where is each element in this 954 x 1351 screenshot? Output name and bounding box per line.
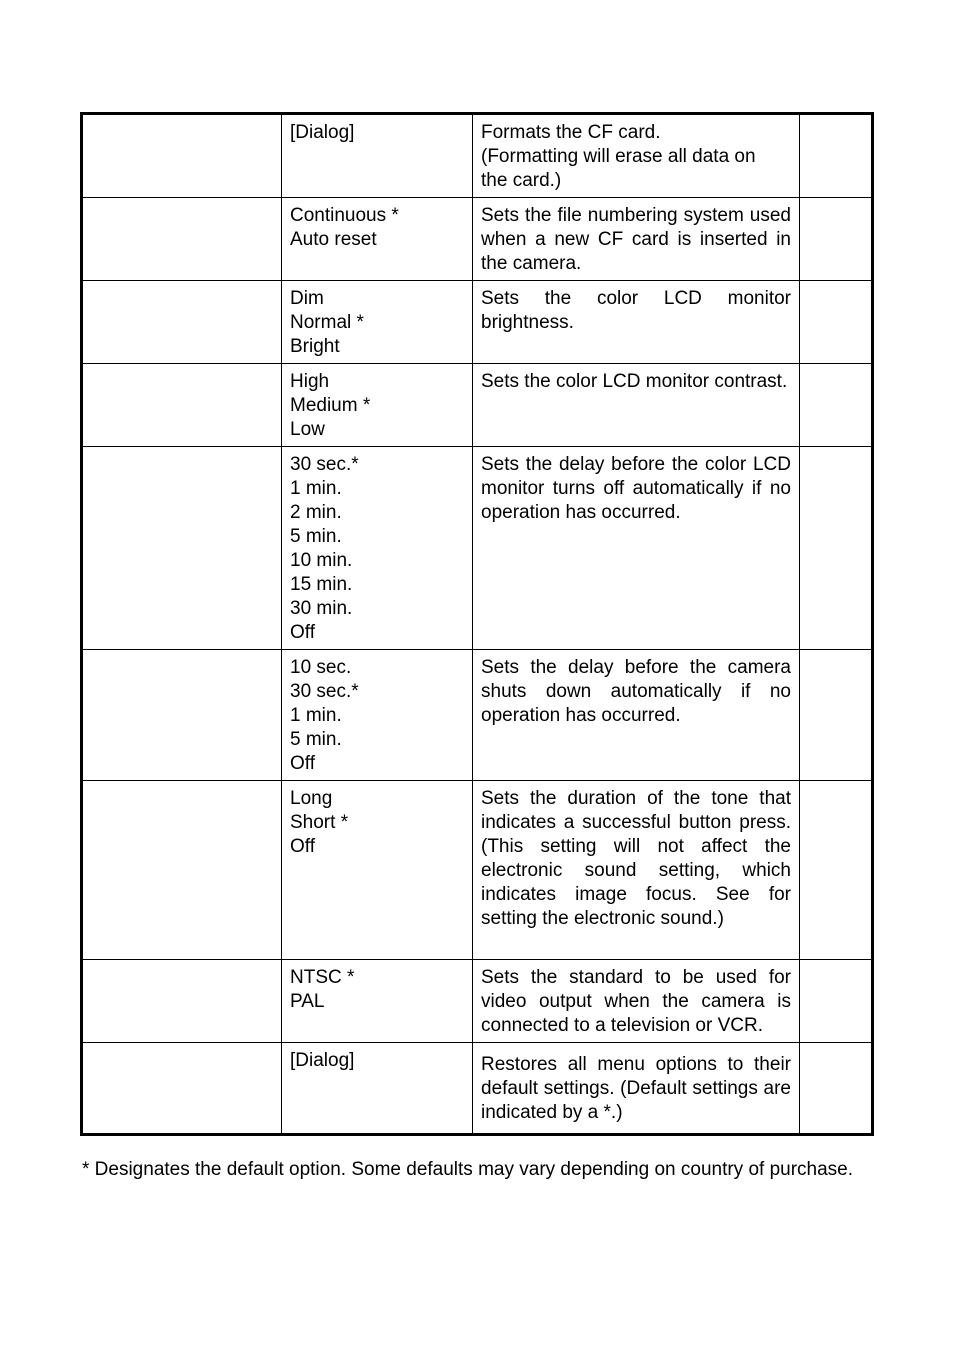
option-value: Auto reset [290, 229, 377, 250]
option-value: Dim [290, 288, 324, 309]
option-value: Off [290, 753, 315, 774]
option-value: Low [290, 419, 325, 440]
table-row [82, 364, 873, 447]
option-value: Off [290, 836, 315, 857]
table-row [82, 960, 873, 1043]
page-ref-cell [800, 364, 873, 447]
page-ref-cell [800, 650, 873, 781]
options-cell [282, 447, 473, 650]
description-cell: Sets the file numbering system used when a new CF card is inserted in the camera. [473, 198, 800, 281]
description-cell: Sets the duration of the tone that indicates a successful button press. (This setting will not affect the electronic sound setting, which indicates image focus. See for setting the electronic sound.) [473, 781, 800, 960]
options-cell [282, 114, 473, 198]
option-value: PAL [290, 991, 325, 1012]
description-cell: Sets the color LCD monitor contrast. [473, 364, 800, 447]
description-cell: Sets the delay before the color LCD monitor turns off automatically if no operation has occurred. [473, 447, 800, 650]
option-value: [Dialog] [290, 122, 355, 143]
footnote: * Designates the default option. Some defaults may vary depending on country of purchase. [82, 1159, 854, 1180]
option-value: Bright [290, 336, 340, 357]
option-value: 30 sec.* [290, 454, 359, 475]
page-ref-cell [800, 281, 873, 364]
description-cell: Restores all menu options to their default settings. (Default settings are indicated by a *.) [473, 1043, 800, 1135]
menu-item-cell [82, 447, 282, 650]
options-cell [282, 960, 473, 1043]
option-value: 2 min. [290, 502, 342, 523]
menu-item-cell [82, 650, 282, 781]
option-value: Long [290, 788, 333, 809]
option-value: NTSC * [290, 967, 355, 988]
menu-item-cell [82, 364, 282, 447]
options-cell [282, 781, 473, 960]
menu-item-cell [82, 281, 282, 364]
table-row [82, 781, 873, 960]
option-value: 5 min. [290, 729, 342, 750]
menu-item-cell [82, 1043, 282, 1135]
option-value: 15 min. [290, 574, 353, 595]
page-ref-cell [800, 198, 873, 281]
description-cell: Sets the standard to be used for video output when the camera is connected to a television or VCR. [473, 960, 800, 1043]
option-value: Normal * [290, 312, 364, 333]
description-line: Formats the CF card. [481, 122, 661, 143]
menu-item-cell [82, 198, 282, 281]
option-value: 5 min. [290, 526, 342, 547]
option-value: Continuous * [290, 205, 399, 226]
option-value: [Dialog] [290, 1050, 355, 1071]
settings-table [80, 112, 874, 1136]
table-row [82, 650, 873, 781]
option-value: 1 min. [290, 478, 342, 499]
options-cell [282, 198, 473, 281]
menu-item-cell [82, 114, 282, 198]
option-value: Off [290, 622, 315, 643]
page-ref-cell [800, 114, 873, 198]
table-row [82, 447, 873, 650]
options-cell [282, 1043, 473, 1135]
description-line: (Formatting will erase all data on [481, 146, 756, 167]
option-value: Short * [290, 812, 349, 833]
options-cell [282, 281, 473, 364]
description-line: the card.) [481, 170, 562, 191]
description-cell: Sets the delay before the camera shuts down automatically if no operation has occurred. [473, 650, 800, 781]
option-value: High [290, 371, 330, 392]
option-value: 30 sec.* [290, 681, 359, 702]
page-ref-cell [800, 960, 873, 1043]
page-ref-cell [800, 447, 873, 650]
menu-item-cell [82, 781, 282, 960]
table-row [82, 1043, 873, 1135]
options-cell [282, 650, 473, 781]
option-value: 10 min. [290, 550, 353, 571]
page-ref-cell [800, 781, 873, 960]
option-value: 10 sec. [290, 657, 352, 678]
option-value: 30 min. [290, 598, 353, 619]
settings-table-body [82, 114, 873, 1135]
page-ref-cell [800, 1043, 873, 1135]
options-cell [282, 364, 473, 447]
description-cell: Sets the color LCD monitor brightness. [473, 281, 800, 364]
table-row [82, 198, 873, 281]
table-row [82, 114, 873, 198]
menu-item-cell [82, 960, 282, 1043]
option-value: 1 min. [290, 705, 342, 726]
table-row [82, 281, 873, 364]
option-value: Medium * [290, 395, 371, 416]
description-cell [473, 114, 800, 198]
